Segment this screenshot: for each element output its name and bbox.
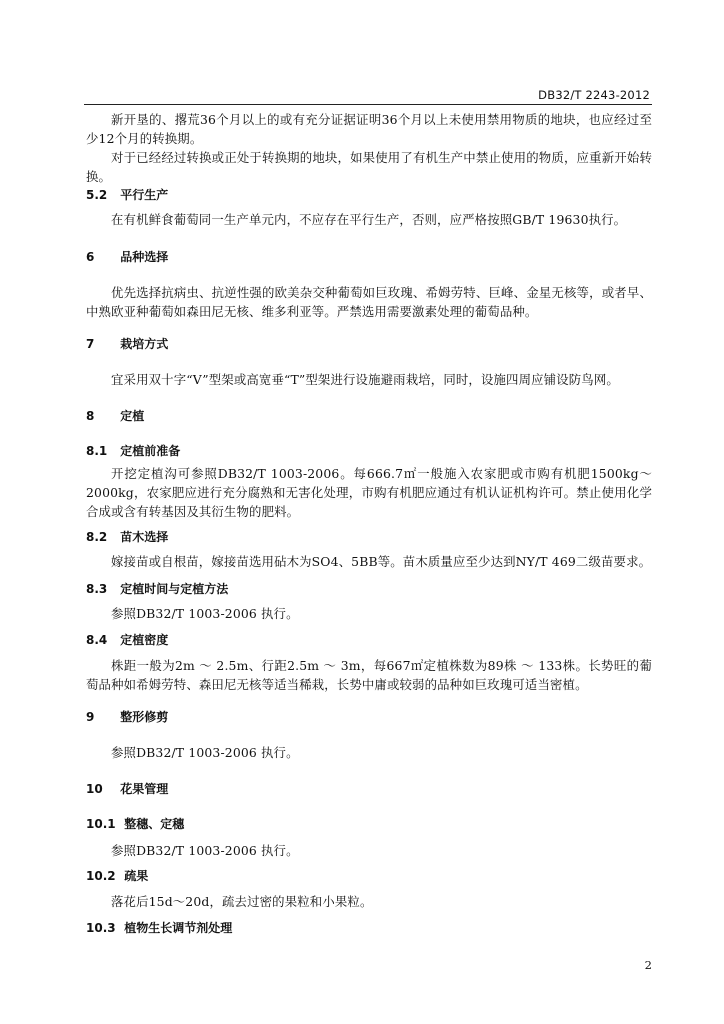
heading-10-3	[86, 919, 232, 937]
paragraph-berry-thinning: 落花后15d～20d，疏去过密的果粒和小果粒。	[111, 894, 373, 909]
heading-title: 整穗、定穗	[124, 817, 185, 831]
heading-number: 8	[86, 409, 95, 423]
heading-number: 10.1	[86, 817, 116, 831]
heading-5-2	[86, 186, 168, 204]
paragraph-conversion-period: 新开垦的、撂荒36个月以上的或有充分证据证明36个月以上未使用禁用物质的地块，也应经过至少12个月的转换期。	[86, 112, 652, 146]
heading-8-3	[86, 580, 228, 598]
heading-title: 平行生产	[120, 188, 169, 202]
heading-title: 苗木选择	[120, 530, 169, 544]
heading-number: 8.4	[86, 633, 108, 647]
paragraph-pruning: 参照DB32/T 1003-2006 执行。	[111, 745, 299, 760]
heading-6	[86, 248, 168, 266]
heading-number: 10.3	[86, 921, 116, 935]
heading-title: 品种选择	[120, 250, 169, 264]
heading-9	[86, 708, 168, 726]
heading-7	[86, 335, 168, 353]
heading-title: 定植前准备	[120, 444, 181, 458]
paragraph-planting-time: 参照DB32/T 1003-2006 执行。	[111, 606, 299, 621]
heading-number: 5.2	[86, 188, 108, 202]
paragraph-planting-density: 株距一般为2m ～ 2.5m、行距2.5m ～ 3m，每667㎡定植株数为89株 ～ 133株。长势旺的葡萄品种如希姆劳特、森田尼无核等适当稀栽，长势中庸或较弱的品种如巨玫瑰可适当密植。	[86, 658, 652, 692]
heading-title: 花果管理	[120, 782, 169, 796]
heading-10	[86, 780, 168, 798]
heading-number: 10	[86, 782, 103, 796]
heading-number: 10.2	[86, 869, 116, 883]
heading-8	[86, 407, 144, 425]
heading-8-2	[86, 528, 168, 546]
paragraph-seedling-selection: 嫁接苗或自根苗，嫁接苗选用砧木为SO4、5BB等。苗木质量应至少达到NY/T 469二级苗要求。	[111, 554, 652, 569]
header-rule	[84, 104, 652, 105]
paragraph-cultivation-method: 宜采用双十字“V”型架或高宽垂“T”型架进行设施避雨栽培，同时，设施四周应铺设防鸟网。	[111, 372, 619, 387]
heading-number: 8.2	[86, 530, 108, 544]
heading-title: 定植时间与定植方法	[120, 582, 229, 596]
heading-title: 栽培方式	[120, 337, 169, 351]
heading-title: 整形修剪	[120, 710, 169, 724]
heading-title: 疏果	[124, 869, 149, 883]
heading-title: 定植	[120, 409, 145, 423]
heading-10-1	[86, 815, 184, 833]
heading-number: 7	[86, 337, 95, 351]
heading-number: 8.3	[86, 582, 108, 596]
heading-number: 9	[86, 710, 95, 724]
heading-number: 8.1	[86, 444, 108, 458]
paragraph-cluster-thinning: 参照DB32/T 1003-2006 执行。	[111, 843, 299, 858]
paragraph-variety-selection: 优先选择抗病虫、抗逆性强的欧美杂交种葡萄如巨玫瑰、希姆劳特、巨峰、金星无核等，或者早、中熟欧亚种葡萄如森田尼无核、维多利亚等。严禁选用需要激素处理的葡萄品种。	[86, 285, 652, 319]
heading-title: 植物生长调节剂处理	[124, 921, 233, 935]
heading-10-2	[86, 867, 148, 885]
heading-title: 定植密度	[120, 633, 169, 647]
page-number: 2	[644, 958, 652, 972]
heading-8-4	[86, 631, 168, 649]
heading-number: 6	[86, 250, 95, 264]
paragraph-parallel-production: 在有机鲜食葡萄同一生产单元内，不应存在平行生产，否则，应严格按照GB/T 19630执行。	[111, 212, 627, 227]
document-code: DB32/T 2243-2012	[538, 88, 650, 102]
paragraph-restart-conversion: 对于已经经过转换或正处于转换期的地块，如果使用了有机生产中禁止使用的物质，应重新开始转换。	[86, 150, 652, 184]
paragraph-planting-preparation: 开挖定植沟可参照DB32/T 1003-2006。每666.7㎡一般施入农家肥或市购有机肥1500kg～2000kg，农家肥应进行充分腐熟和无害化处理，市购有机肥应通过有机认证机构许可。禁止使用化学合成或含有转基因及其衍生物的肥料。	[86, 466, 652, 519]
heading-8-1	[86, 442, 180, 460]
